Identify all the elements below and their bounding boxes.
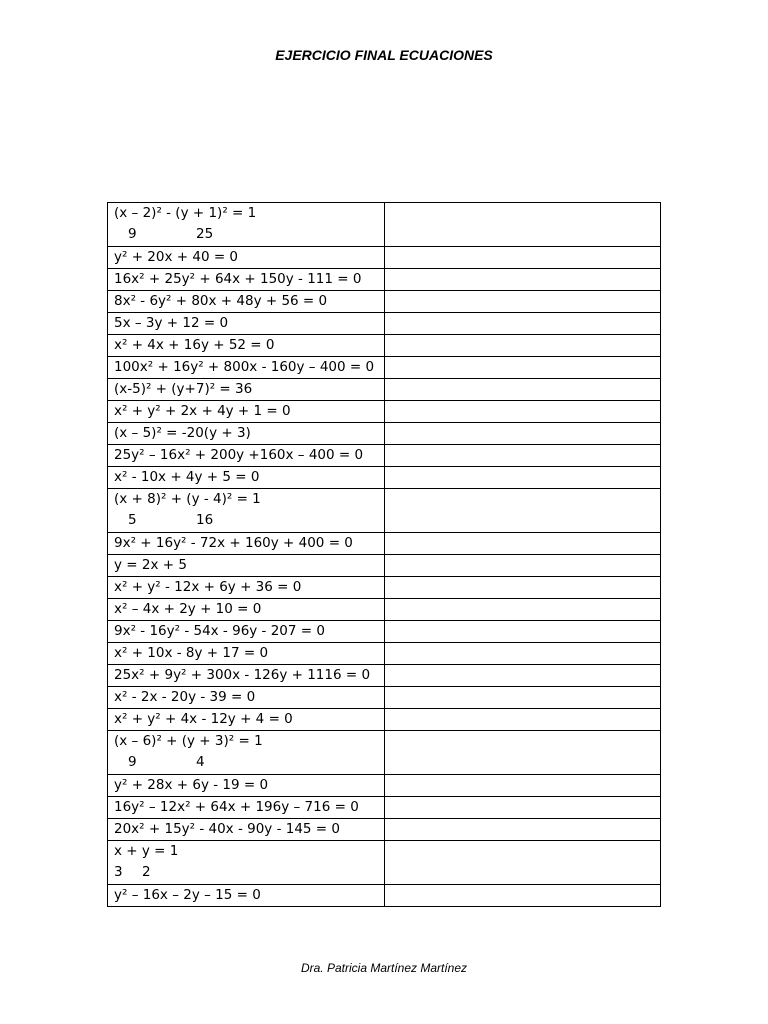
- equation-row: [108, 445, 661, 467]
- equation-row: [108, 819, 661, 841]
- equation-text: (x-5)² + (y+7)² = 36: [114, 381, 253, 397]
- denominator-line: [114, 862, 384, 883]
- equation-row: [108, 335, 661, 357]
- denominator-right: 2: [142, 864, 151, 880]
- equation-row: [108, 357, 661, 379]
- answer-cell[interactable]: [385, 467, 661, 489]
- answer-cell[interactable]: [385, 489, 661, 533]
- equation-row: [108, 269, 661, 291]
- equation-text: (x – 5)² = -20(y + 3): [114, 425, 251, 441]
- equation-cell: [108, 313, 385, 335]
- equation-cell: [108, 533, 385, 555]
- equation-row: [108, 467, 661, 489]
- author-footer: Dra. Patricia Martínez Martínez: [300, 961, 468, 975]
- equation-text: 5x – 3y + 12 = 0: [114, 315, 229, 331]
- equation-text: y = 2x + 5: [114, 557, 187, 573]
- answer-cell[interactable]: [385, 313, 661, 335]
- answer-cell[interactable]: [385, 599, 661, 621]
- equation-text: 25y² – 16x² + 200y +160x – 400 = 0: [114, 447, 364, 463]
- equation-row: [108, 423, 661, 445]
- equation-cell: [108, 489, 385, 533]
- equation-text: y² – 16x – 2y – 15 = 0: [114, 887, 261, 903]
- denominator-right: 4: [196, 754, 205, 770]
- answer-cell[interactable]: [385, 555, 661, 577]
- answer-cell[interactable]: [385, 819, 661, 841]
- equation-text: 100x² + 16y² + 800x - 160y – 400 = 0: [114, 359, 375, 375]
- equation-row: [108, 291, 661, 313]
- equation-row: [108, 555, 661, 577]
- equation-row: [108, 379, 661, 401]
- equation-row: [108, 775, 661, 797]
- denominator-right: 25: [196, 226, 214, 242]
- answer-cell[interactable]: [385, 269, 661, 291]
- equation-cell: [108, 797, 385, 819]
- equation-cell: [108, 621, 385, 643]
- equation-text: 25x² + 9y² + 300x - 126y + 1116 = 0: [114, 667, 371, 683]
- equation-cell: [108, 599, 385, 621]
- answer-cell[interactable]: [385, 335, 661, 357]
- equation-cell: [108, 709, 385, 731]
- equation-row: [108, 401, 661, 423]
- denominator-right: 16: [196, 512, 214, 528]
- equation-row: [108, 643, 661, 665]
- equation-cell: [108, 819, 385, 841]
- denominator-line: [114, 224, 384, 245]
- equation-text: x² + y² + 2x + 4y + 1 = 0: [114, 403, 291, 419]
- equation-cell: [108, 247, 385, 269]
- answer-cell[interactable]: [385, 621, 661, 643]
- equation-cell: [108, 555, 385, 577]
- equation-text: 16y² – 12x² + 64x + 196y – 716 = 0: [114, 799, 359, 815]
- answer-cell[interactable]: [385, 665, 661, 687]
- equation-row: [108, 533, 661, 555]
- equation-row: [108, 489, 661, 533]
- equation-cell: [108, 357, 385, 379]
- equation-cell: [108, 643, 385, 665]
- equation-text: y² + 20x + 40 = 0: [114, 249, 239, 265]
- equation-row: [108, 687, 661, 709]
- equation-row: [108, 731, 661, 775]
- equation-text: x² + 4x + 16y + 52 = 0: [114, 337, 275, 353]
- equation-row: [108, 203, 661, 247]
- equation-text: (x – 6)² + (y + 3)² = 1: [114, 733, 263, 749]
- equation-text: x² + 10x - 8y + 17 = 0: [114, 645, 269, 661]
- equation-row: [108, 577, 661, 599]
- denominator-left: 3: [114, 864, 123, 880]
- answer-cell[interactable]: [385, 841, 661, 885]
- equation-row: [108, 247, 661, 269]
- answer-cell[interactable]: [385, 577, 661, 599]
- equation-row: [108, 797, 661, 819]
- equation-cell: [108, 885, 385, 907]
- equation-cell: [108, 203, 385, 247]
- equation-cell: [108, 687, 385, 709]
- equation-row: [108, 885, 661, 907]
- equation-text: x² - 2x - 20y - 39 = 0: [114, 689, 256, 705]
- equation-cell: [108, 731, 385, 775]
- denominator-left: 9: [128, 226, 137, 242]
- equation-text: 16x² + 25y² + 64x + 150y - 111 = 0: [114, 271, 362, 287]
- equation-cell: [108, 577, 385, 599]
- answer-cell[interactable]: [385, 885, 661, 907]
- equation-row: [108, 841, 661, 885]
- answer-cell[interactable]: [385, 291, 661, 313]
- answer-cell[interactable]: [385, 643, 661, 665]
- denominator-left: 9: [128, 754, 137, 770]
- equation-cell: [108, 423, 385, 445]
- answer-cell[interactable]: [385, 731, 661, 775]
- equation-text: y² + 28x + 6y - 19 = 0: [114, 777, 269, 793]
- equation-cell: [108, 379, 385, 401]
- answer-cell[interactable]: [385, 401, 661, 423]
- equation-text: (x – 2)² - (y + 1)² = 1: [114, 205, 257, 221]
- equation-text: 20x² + 15y² - 40x - 90y - 145 = 0: [114, 821, 340, 837]
- answer-cell[interactable]: [385, 797, 661, 819]
- equation-text: (x + 8)² + (y - 4)² = 1: [114, 491, 261, 507]
- equation-cell: [108, 467, 385, 489]
- answer-cell[interactable]: [385, 203, 661, 247]
- answer-cell[interactable]: [385, 709, 661, 731]
- equation-cell: [108, 665, 385, 687]
- equation-text: x² + y² + 4x - 12y + 4 = 0: [114, 711, 293, 727]
- equation-row: [108, 621, 661, 643]
- equation-cell: [108, 775, 385, 797]
- denominator-left: 5: [128, 512, 137, 528]
- equation-cell: [108, 291, 385, 313]
- answer-cell[interactable]: [385, 357, 661, 379]
- equation-text: x² - 10x + 4y + 5 = 0: [114, 469, 260, 485]
- answer-cell[interactable]: [385, 247, 661, 269]
- equation-text: x + y = 1: [114, 843, 179, 859]
- answer-cell[interactable]: [385, 423, 661, 445]
- equation-text: 9x² - 16y² - 54x - 96y - 207 = 0: [114, 623, 325, 639]
- equation-cell: [108, 445, 385, 467]
- answer-cell[interactable]: [385, 533, 661, 555]
- equation-text: 8x² - 6y² + 80x + 48y + 56 = 0: [114, 293, 328, 309]
- equation-row: [108, 665, 661, 687]
- answer-cell[interactable]: [385, 445, 661, 467]
- answer-cell[interactable]: [385, 687, 661, 709]
- equation-text: x² + y² - 12x + 6y + 36 = 0: [114, 579, 302, 595]
- equation-cell: [108, 269, 385, 291]
- equation-text: x² – 4x + 2y + 10 = 0: [114, 601, 262, 617]
- denominator-line: [114, 752, 384, 773]
- equation-cell: [108, 841, 385, 885]
- equation-cell: [108, 335, 385, 357]
- answer-cell[interactable]: [385, 379, 661, 401]
- denominator-line: [114, 510, 384, 531]
- equation-row: [108, 313, 661, 335]
- page-title: EJERCICIO FINAL ECUACIONES: [275, 47, 493, 63]
- equation-row: [108, 709, 661, 731]
- equation-row: [108, 599, 661, 621]
- equation-cell: [108, 401, 385, 423]
- equation-text: 9x² + 16y² - 72x + 160y + 400 = 0: [114, 535, 353, 551]
- equations-table: [107, 202, 661, 907]
- answer-cell[interactable]: [385, 775, 661, 797]
